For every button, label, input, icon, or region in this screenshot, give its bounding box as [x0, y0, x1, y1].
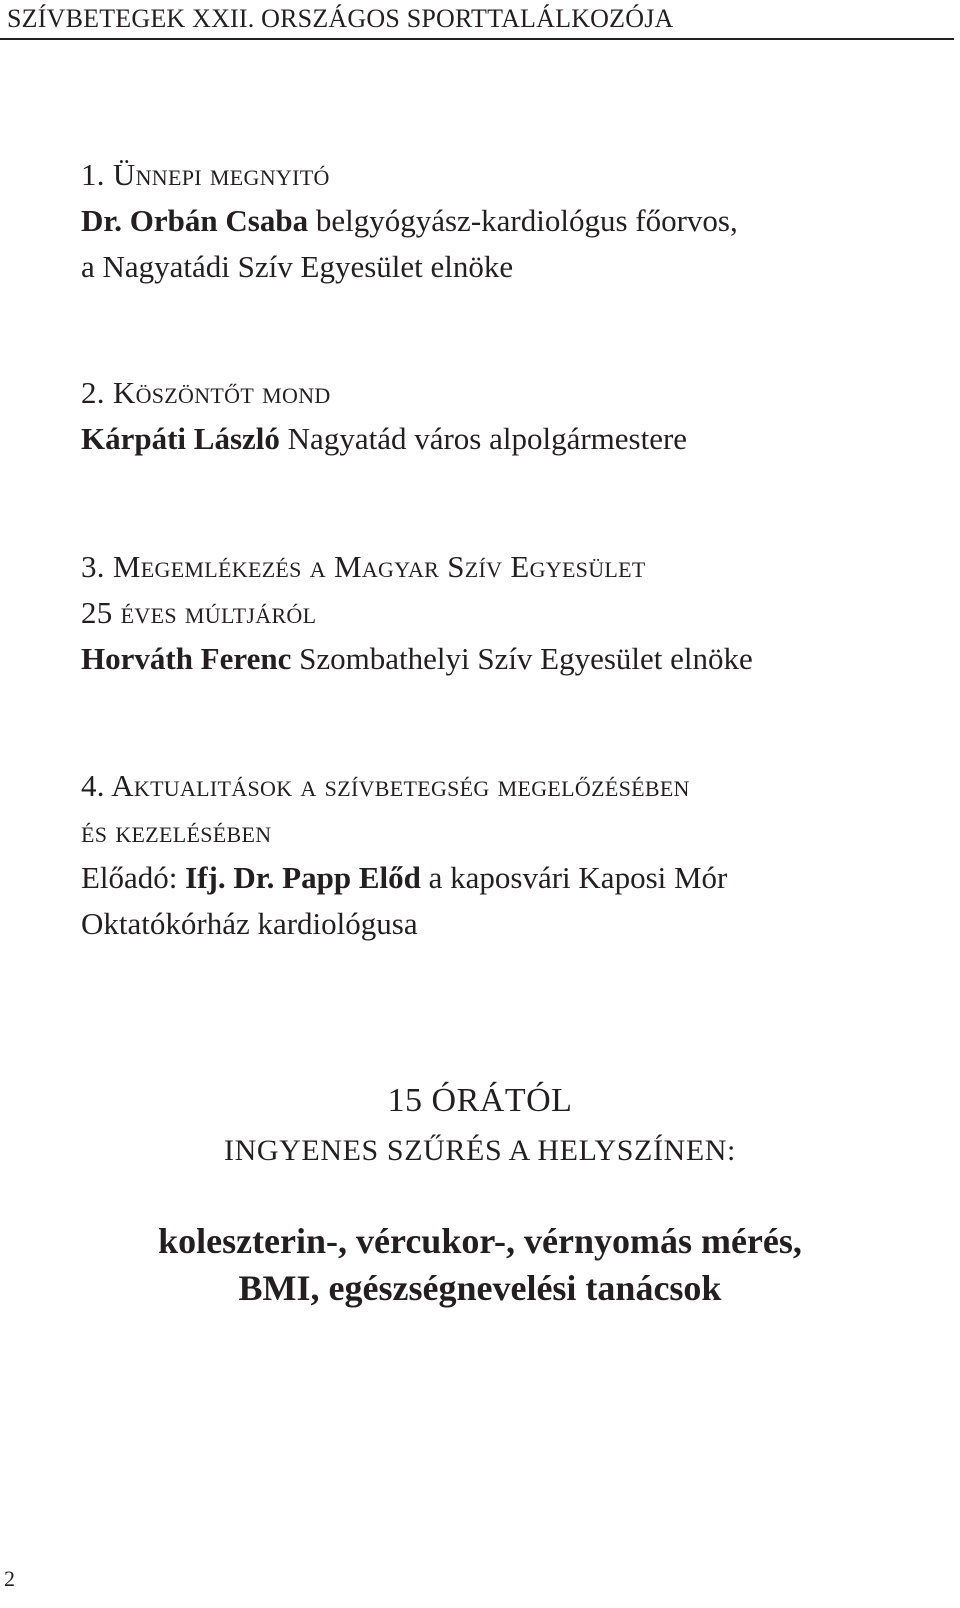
program-item-commemoration: [81, 544, 941, 682]
program-item-greeting: [81, 370, 941, 462]
speaker-line: [81, 636, 941, 682]
speaker-name: Kárpáti László: [81, 421, 280, 456]
speaker-line: [81, 416, 941, 462]
speaker-role: Szombathelyi Szív Egyesület elnöke: [291, 641, 753, 676]
program-item-heading: 4. Aktualitások a szívbetegség megelőzésében: [81, 768, 690, 803]
program-item-heading-continued: 25 éves múltjáról: [81, 595, 317, 630]
program-item-heading: 2. Köszöntőt mond: [81, 375, 331, 410]
speaker-role: belgyógyász-kardiológus főorvos,: [308, 203, 738, 238]
program-item-lecture: [81, 763, 941, 947]
screening-time: 15 ÓRÁTÓL: [387, 1082, 573, 1119]
presenter-prefix: Előadó:: [81, 860, 186, 895]
running-header-title: SZÍVBETEGEK XXII. ORSZÁGOS SPORTTALÁLKOZÓJA: [7, 4, 674, 33]
program-item-heading: 3. Megemlékezés a Magyar Szív Egyesület: [81, 549, 646, 584]
program-item-heading: 1. Ünnepi megnyitó: [81, 157, 330, 192]
speaker-name: Dr. Orbán Csaba: [81, 203, 309, 238]
page-number: 2: [4, 1566, 15, 1591]
speaker-line: [81, 198, 941, 244]
screening-title: INGYENES SZŰRÉS A HELYSZÍNEN:: [224, 1134, 736, 1167]
speaker-role: Nagyatád város alpolgármestere: [279, 421, 688, 456]
header-rule: [0, 38, 954, 40]
program-item-heading-continued: és kezelésében: [81, 814, 272, 849]
screening-list-line: BMI, egészségnevelési tanácsok: [238, 1268, 722, 1308]
speaker-role-continued: a Nagyatádi Szív Egyesület elnöke: [81, 249, 514, 284]
program-item-opening: [81, 152, 941, 290]
speaker-role: a kaposvári Kaposi Mór: [420, 860, 728, 895]
speaker-role-continued: Oktatókórház kardiológusa: [81, 906, 418, 941]
speaker-name: Ifj. Dr. Papp Előd: [185, 860, 421, 895]
screening-list-line: koleszterin-, vércukor-, vérnyomás mérés,: [158, 1221, 802, 1261]
speaker-name: Horváth Ferenc: [81, 641, 292, 676]
screening-list: [0, 1218, 960, 1312]
speaker-line: [81, 855, 941, 901]
